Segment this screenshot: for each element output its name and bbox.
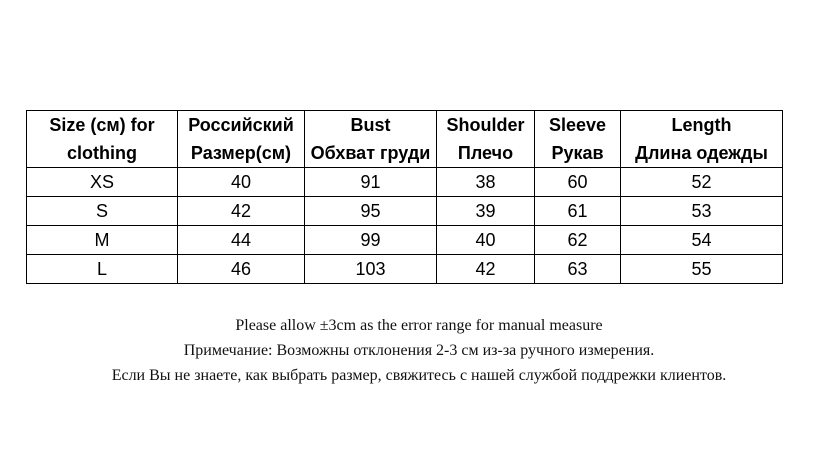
header-shoulder-line2: Плечо bbox=[457, 143, 514, 163]
header-length-line2: Длина одежды bbox=[635, 143, 768, 163]
cell-russian-size: 46 bbox=[178, 255, 305, 284]
cell-shoulder: 38 bbox=[437, 168, 535, 197]
header-length bbox=[621, 111, 783, 168]
cell-size: L bbox=[27, 255, 178, 284]
header-sleeve-line1: Sleeve bbox=[548, 115, 607, 135]
cell-sleeve: 61 bbox=[535, 197, 621, 226]
header-shoulder bbox=[437, 111, 535, 168]
header-sleeve-line2: Рукав bbox=[551, 143, 604, 163]
header-bust-line2: Обхват груди bbox=[310, 143, 431, 163]
note-support-contact-ru: Если Вы не знаете, как выбрать размер, свяжитесь с нашей службой поддрежки клиентов. bbox=[111, 367, 727, 384]
table-row bbox=[27, 168, 783, 197]
cell-length: 55 bbox=[621, 255, 783, 284]
cell-length: 54 bbox=[621, 226, 783, 255]
cell-sleeve: 60 bbox=[535, 168, 621, 197]
cell-size: M bbox=[27, 226, 178, 255]
table-row bbox=[27, 226, 783, 255]
cell-bust: 99 bbox=[305, 226, 437, 255]
header-russian-size-line2: Размер(см) bbox=[190, 143, 292, 163]
header-shoulder-line1: Shoulder bbox=[446, 115, 525, 135]
cell-sleeve: 62 bbox=[535, 226, 621, 255]
cell-sleeve: 63 bbox=[535, 255, 621, 284]
table-header-row bbox=[27, 111, 783, 168]
table-row bbox=[27, 197, 783, 226]
header-length-line1: Length bbox=[671, 115, 732, 135]
cell-russian-size: 44 bbox=[178, 226, 305, 255]
header-size bbox=[27, 111, 178, 168]
header-russian-size-line1: Российский bbox=[188, 115, 294, 135]
header-bust bbox=[305, 111, 437, 168]
header-sleeve bbox=[535, 111, 621, 168]
cell-shoulder: 42 bbox=[437, 255, 535, 284]
cell-length: 53 bbox=[621, 197, 783, 226]
cell-russian-size: 40 bbox=[178, 168, 305, 197]
cell-size: XS bbox=[27, 168, 178, 197]
cell-bust: 103 bbox=[305, 255, 437, 284]
cell-size: S bbox=[27, 197, 178, 226]
size-chart-table bbox=[26, 110, 783, 284]
header-size-line2: clothing bbox=[67, 143, 137, 163]
cell-shoulder: 39 bbox=[437, 197, 535, 226]
measurement-notes bbox=[0, 313, 838, 388]
cell-bust: 91 bbox=[305, 168, 437, 197]
note-error-range-en: Please allow ±3cm as the error range for manual measure bbox=[235, 317, 603, 334]
cell-bust: 95 bbox=[305, 197, 437, 226]
cell-length: 52 bbox=[621, 168, 783, 197]
cell-shoulder: 40 bbox=[437, 226, 535, 255]
cell-russian-size: 42 bbox=[178, 197, 305, 226]
table-row bbox=[27, 255, 783, 284]
header-russian-size bbox=[178, 111, 305, 168]
header-bust-line1: Bust bbox=[350, 115, 391, 135]
note-error-range-ru: Примечание: Возможны отклонения 2-3 см из-за ручного измерения. bbox=[183, 342, 655, 359]
header-size-line1: Size (см) for bbox=[49, 115, 155, 135]
